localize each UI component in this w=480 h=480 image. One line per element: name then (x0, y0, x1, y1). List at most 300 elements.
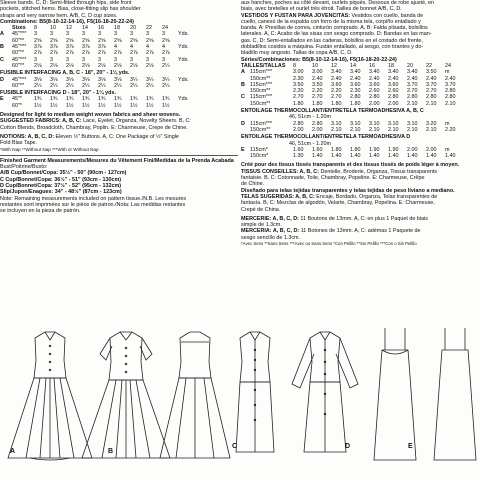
yardage-value: 3 (50, 56, 53, 63)
yardage-value: 2.20 (331, 88, 342, 95)
yardage-value: 1¾ (82, 96, 90, 103)
yardage-value: 2.30 (350, 88, 361, 95)
entoilage-d: ENTOILAGE THERMOCOLLANT/ENTRETELA TERMOADHESIVA D (241, 134, 411, 141)
yardage-value: 3.40 (369, 69, 380, 76)
yardage-value: 4 (162, 44, 165, 51)
yardage-value: 2.40 (312, 75, 323, 82)
yardage-value: 3.60 (369, 81, 380, 88)
yardage-value: 2.20 (445, 126, 456, 133)
yardage-value: 1.40 (426, 153, 437, 160)
yardage-value: 3 (114, 31, 117, 38)
nap-note: *With Nap **Without Nap ***With or Without Nap (0, 146, 99, 152)
notions-text: Fold Bias Tape. (0, 140, 38, 147)
yardage-value: 3 (98, 31, 101, 38)
yardage-value: 2.10 (407, 100, 418, 107)
merceria-label: MERCERÍA: A, B, C, D: (241, 228, 300, 235)
view-code (0, 63, 12, 69)
yardage-value: 2¼ (162, 82, 170, 89)
yardage-value: 1.40 (331, 153, 342, 160)
yardage-value: 2.80 (369, 94, 380, 101)
finished-item: C Cup/Bonnet/Copa: 36½" - 51" (93cm - 130cm) (0, 176, 122, 183)
view-label-a: A (10, 448, 16, 455)
entoilage-d-size: 46, 51cm - 1.20m (289, 140, 331, 147)
yardage-value: 3 (50, 31, 53, 38)
fabric-width: 60"** (12, 62, 25, 69)
fabric-width: 60"** (12, 37, 25, 44)
yardage-value: 1.30 (293, 153, 304, 160)
view-e-back-drawing (434, 328, 476, 460)
vestidos-text: Vestidos con cuello, banda de (351, 12, 424, 19)
view-b-dress-drawing (82, 332, 170, 458)
yardage-value: 3.40 (331, 69, 342, 76)
yardage-table-d (0, 77, 238, 90)
view-code: E (0, 96, 4, 103)
fabric-width: 150cm** (250, 75, 271, 82)
yardage-value: 2¼ (66, 82, 74, 89)
yardage-value: 3.50 (426, 69, 437, 76)
yardage-value: 3¼ (130, 76, 138, 83)
yardage-value: 2¼ (34, 82, 42, 89)
size: 10 (50, 25, 56, 32)
yardage-value: 2.30 (293, 75, 304, 82)
yardage-value: 2.10 (369, 126, 380, 133)
yardage-value: 2.80 (312, 120, 323, 127)
yardage-value: 2.40 (331, 75, 342, 82)
mercerie-label: MERCERIE: A, B, C, D: (241, 215, 299, 222)
yardage-value: 1.60 (293, 146, 304, 153)
yardage-value: 2.40 (350, 75, 361, 82)
size: 10 (312, 62, 318, 69)
view-code (241, 153, 250, 159)
yardage-value: 3.10 (331, 120, 342, 127)
notions-label: NOTIONS: A, B, C, D: (0, 133, 55, 140)
size: 22 (146, 25, 152, 32)
yardage-value: 1½ (114, 102, 122, 109)
yardage-value: 3 (130, 56, 133, 63)
size: 22 (426, 62, 432, 69)
measurement-note: se incluyen en la pieza de patrón. (0, 208, 81, 215)
yardage-value: 1.80 (350, 100, 361, 107)
unit (178, 63, 192, 69)
yardage-value: 1¾ (34, 96, 42, 103)
yardage-value: 2.80 (445, 88, 456, 95)
yardage-value: 1¾ (50, 96, 58, 103)
yardage-value: 1½ (34, 102, 42, 109)
finished-measurements-title: Finished Garment Measurements/Mesures du Vêtement Fini/Medidas de la Prenda Acabada (0, 157, 234, 164)
yardage-value: 3.70 (407, 81, 418, 88)
entoilage-abc-size: 46, 51cm - 1.20m (289, 114, 331, 121)
tissus-text: fantaisie. B, C: Cotonnade, Toile, Chambray, Popeline. E: Charmeuse, Crêpe (241, 175, 425, 182)
designed-for: Designed for light to medium weight woven fabrics and sheer wovens. (0, 112, 181, 119)
yardage-value: 3⅛ (98, 76, 106, 83)
yardage-value: 3.70 (426, 81, 437, 88)
yardage-value: 3.40 (350, 69, 361, 76)
yardage-value: 2⅞ (50, 50, 58, 57)
yardage-value: 2⅛ (66, 62, 74, 69)
fabric-width: 45"*** (12, 76, 27, 83)
view-code (0, 103, 12, 109)
view-code: D (241, 120, 245, 127)
yardage-value: 3.60 (331, 81, 342, 88)
yardage-value: 2.00 (426, 146, 437, 153)
yardage-value: 2.10 (331, 126, 342, 133)
yardage-value: 3.00 (312, 69, 323, 76)
yardage-value: 3 (66, 56, 69, 63)
yardage-value: 2.00 (312, 126, 323, 133)
finished-item: A/B Cup/Bonnet/Copa: 35½" - 50" (90cm - 127cm) (0, 170, 127, 177)
intro-line: pockets, stitched hems. Bias, close-fitting slip has shoulder (0, 6, 141, 13)
view-code: E (241, 146, 245, 153)
intro-line: Sleeve bands. C, D: Semi-fitted through hips, side front (0, 0, 132, 6)
yardage-value: 3.10 (388, 120, 399, 127)
yardage-value: 2¼ (98, 82, 106, 89)
size: 20 (407, 62, 413, 69)
yardage-value: 2⅝ (82, 37, 90, 44)
yardage-value: 2⅞ (66, 50, 74, 57)
merceria-text: 11 Botones de 13mm. A, C: adémas 1 Paquete de (300, 228, 421, 235)
yardage-value: 1½ (146, 102, 154, 109)
yardage-value: 3 (146, 31, 149, 38)
yardage-value: 1¾ (146, 96, 154, 103)
yardage-value: 3.70 (445, 81, 456, 88)
yardage-value: 1.40 (445, 153, 456, 160)
yardage-value: 2.40 (445, 75, 456, 82)
vestidos-title: VESTIDOS Y FUSTÁN PARA JOVENCITAS: (241, 12, 351, 19)
yardage-value: 1½ (130, 102, 138, 109)
english-column (0, 0, 238, 215)
view-e-slip-drawing (374, 328, 416, 460)
fusible-interfacing-d: FUSIBLE INTERFACING D - 18", 20" - 1¼ yds. (0, 90, 116, 97)
tissus-label: TISSUS CONSEILLÉS: A, B, C: (241, 168, 319, 175)
finished-item: D Cup/Bonnet/Copa: 37½" - 52" (95cm - 132cm) (0, 183, 122, 190)
size: 18 (114, 25, 120, 32)
yardage-value: 2⅛ (130, 62, 138, 69)
vestidos-text: gas. C, D: Semi-entallados en las caderas, bolsillos en el costado del frente, (241, 37, 423, 44)
yardage-value: 2.00 (388, 100, 399, 107)
view-code (0, 83, 12, 89)
fabric-width: 115cm*** (250, 69, 273, 76)
yardage-value: 1.90 (369, 146, 380, 153)
yardage-value: 3⅛ (114, 76, 122, 83)
yardage-value: 1½ (82, 102, 90, 109)
fabric-width: 150cm** (250, 88, 271, 95)
yardage-value: 2.40 (369, 75, 380, 82)
yardage-value: m (445, 120, 450, 127)
yardage-value: 2.70 (331, 94, 342, 101)
yardage-value: 1.90 (388, 146, 399, 153)
vestidos-text: bladillo muy angosto. Tallas de copa A/B, C, D. (241, 50, 353, 57)
yardage-value: 2.80 (293, 120, 304, 127)
yardage-value: 3.60 (350, 81, 361, 88)
yardage-value: 1¾ (130, 96, 138, 103)
yardage-value: 2.00 (293, 126, 304, 133)
tailles-label: TAILLES/TALLAS (241, 62, 286, 69)
yardage-value: 3.10 (369, 120, 380, 127)
yardage-value: 3.10 (350, 120, 361, 127)
telas-text: Crepé de China. (241, 206, 281, 213)
yardage-value: 2¼ (162, 62, 170, 69)
yardage-value: 2.70 (426, 88, 437, 95)
yardage-value: 3.40 (407, 69, 418, 76)
yardage-value: 2⅞ (82, 50, 90, 57)
metric-table-e (241, 147, 480, 160)
unit: Yds. (178, 44, 189, 51)
finished-item: Bust/Poitrine/Busto: (0, 164, 48, 171)
size: 24 (445, 62, 451, 69)
garment-views-illustration (0, 320, 480, 480)
mercerie-text: 11 Boutons de 13mm. A, C: en plus 1 Paquet de biais (300, 215, 428, 222)
view-code (241, 127, 250, 133)
view-code: B (241, 81, 245, 88)
yardage-value: 2⅝ (130, 37, 138, 44)
yardage-value: 1.80 (350, 146, 361, 153)
yardage-value: 3 (82, 31, 85, 38)
fabric-width: 115cm*** (250, 81, 273, 88)
view-label-b: B (108, 448, 114, 455)
intro-line: biais, avec bretelles et ourlet très étroit. Tailles de bonnet A/B, C, D. (241, 6, 402, 13)
intro-line: straps and very narrow hem. A/B, C, D cup sizes. (0, 12, 118, 19)
yardage-value: 2⅝ (114, 37, 122, 44)
yardage-value: 2.20 (293, 88, 304, 95)
view-code: A (241, 69, 245, 76)
vestidos-text: cuello, canesú de la espalda con forro de la misma tela, corpiño entallado y (241, 18, 421, 25)
yardage-value: 2⅝ (98, 37, 106, 44)
nap-note: *Avec Sens **Sans Sens ***Avec ou Sans Sens *Con Pelillo **Sin Pelillo ***Con o Sin Pelillo (241, 240, 417, 246)
yardage-value: 2.80 (445, 94, 456, 101)
yardage-value: 2.10 (445, 100, 456, 107)
yardage-value: 2¼ (114, 82, 122, 89)
fabric-width: 45"*** (12, 56, 27, 63)
yardage-value: 1½ (50, 102, 58, 109)
yardage-value: 3 (114, 56, 117, 63)
yardage-value: 2.10 (426, 100, 437, 107)
yardage-value: 2⅛ (146, 62, 154, 69)
view-b-back-drawing (160, 332, 230, 458)
disenado-para: Diseñado para telas tejidas transparentes y telas tejidas de peso liviano a mediano. (241, 187, 455, 194)
yardage-value: 2.10 (350, 126, 361, 133)
combinations-header: Combinations: B5(8-10-12-14-16), F5(16-18-20-22-24) (0, 18, 134, 25)
yardage-value: 3.50 (293, 81, 304, 88)
view-code: C (241, 94, 245, 101)
view-code: C (0, 56, 4, 63)
fabric-width: 45"*** (12, 44, 27, 51)
yardage-value: 2.20 (312, 88, 323, 95)
yardage-value: 2⅝ (146, 37, 154, 44)
fabric-width: 150cm* (250, 153, 269, 160)
yardage-value: 2⅞ (34, 50, 42, 57)
yardage-value: 2⅞ (98, 50, 106, 57)
yardage-value: 2¼ (82, 82, 90, 89)
yardage-value: 3.50 (312, 81, 323, 88)
yardage-value: 2⅞ (114, 50, 122, 57)
size: 14 (82, 25, 88, 32)
yardage-value: 3 (34, 31, 37, 38)
yardage-value: 3 (98, 56, 101, 63)
yardage-table-abc (0, 31, 238, 69)
yardage-value: 1.80 (293, 100, 304, 107)
suggested-fabrics-text: Cotton Blends, Broadcloth, Chambray, Poplin. E: Charmeuse, Crepe de Chine. (0, 124, 188, 131)
view-label-e: E (408, 443, 413, 450)
yardage-value: 1½ (66, 102, 74, 109)
yardage-value: 4 (130, 44, 133, 51)
yardage-value: 3⅞ (98, 44, 106, 51)
yardage-value: 3 (146, 56, 149, 63)
yardage-value: 2¼ (130, 82, 138, 89)
yardage-value: 2.70 (293, 94, 304, 101)
yardage-value: 2⅛ (34, 62, 42, 69)
yardage-value: 2⅛ (82, 62, 90, 69)
yardage-value: 2.70 (312, 94, 323, 101)
yardage-value: 2.10 (407, 126, 418, 133)
series-header: Séries/Combinaciones: B5(8-10-12-14-16), F5(16-18-20-22-24) (241, 56, 397, 63)
vestidos-text: laterales. A, C: Acabo de las sisas con sesgo comprado. D: Bandas en las man- (241, 31, 432, 38)
size: 24 (162, 25, 168, 32)
unit: Yds. (178, 96, 189, 103)
yardage-value: 1.80 (331, 146, 342, 153)
telas-text: Encaje, Bordado, Organza, Telas transparentes de (316, 193, 438, 200)
yardage-value: 3.20 (426, 120, 437, 127)
size: 16 (369, 62, 375, 69)
view-d-dress-drawing (292, 332, 358, 452)
yardage-value: 3 (162, 31, 165, 38)
french-spanish-column (241, 0, 480, 247)
yardage-value: 2⅛ (114, 62, 122, 69)
yardage-row (0, 63, 238, 69)
yardage-value: 2.60 (388, 88, 399, 95)
yardage-row (241, 153, 480, 159)
yardage-value: 1.80 (312, 100, 323, 107)
view-code: B (0, 44, 4, 51)
yardage-value: 3 (34, 56, 37, 63)
size: 16 (98, 25, 104, 32)
yardage-value: 1¾ (98, 96, 106, 103)
yardage-row (241, 127, 480, 133)
notions-text: Eleven ½" Buttons. A, C: One Package of ½" Single (55, 133, 179, 140)
yardage-value: 3⅞ (66, 44, 74, 51)
yardage-value: 3.60 (388, 81, 399, 88)
fabric-width: 150cm** (250, 126, 271, 133)
yardage-value: 3 (130, 31, 133, 38)
yardage-value: 2.80 (426, 94, 437, 101)
yardage-value: 3⅛ (82, 76, 90, 83)
yardage-value: 1½ (162, 102, 170, 109)
fabric-width: 60"** (12, 50, 25, 57)
yardage-value: 2.60 (369, 88, 380, 95)
yardage-value: 2⅝ (66, 37, 74, 44)
yardage-value: 3⅞ (34, 44, 42, 51)
yardage-value: 2.00 (407, 146, 418, 153)
yardage-value: 3 (162, 56, 165, 63)
yardage-value: 2⅛ (50, 62, 58, 69)
yardage-value: m (445, 69, 450, 76)
yardage-value: 2⅞ (146, 50, 154, 57)
yardage-value: 2.70 (407, 88, 418, 95)
yardage-value: 2.80 (407, 94, 418, 101)
yardage-value: 3.00 (293, 69, 304, 76)
view-c-dress-drawing (236, 332, 274, 452)
size: 20 (130, 25, 136, 32)
measurement-note: restantes sont imprimées sur le pièce de patron./Nota: Las medidas restantes (0, 201, 186, 208)
size: 14 (350, 62, 356, 69)
entoilage-abc: ENTOILAGE THERMOCOLLANT/ENTRETELA TERMOADHESIVA A, B, C (241, 108, 424, 115)
view-code: D (0, 76, 4, 83)
yardage-value: 2⅝ (50, 37, 58, 44)
fabric-width: 60"* (12, 102, 23, 109)
yardage-value: 2.80 (350, 94, 361, 101)
vestidos-text: banda. A: Presillas de correa, cinturón comprado. A, B: Falda plisada, bolsillos (241, 25, 428, 32)
fabric-width: 45"*** (12, 31, 27, 38)
yardage-value: 1½ (98, 102, 106, 109)
view-label-c: C (232, 443, 238, 450)
metric-table-d (241, 121, 480, 134)
fabric-width: 45"* (12, 96, 23, 103)
yardage-value: 1¾ (66, 96, 74, 103)
yardage-value: 1.80 (331, 100, 342, 107)
view-label-d: D (345, 443, 351, 450)
measurement-note: Note: Remaining measurements included on pattern tissue./N.B. Les mesures (0, 195, 187, 202)
mercerie-text: simple de 1.3cm. (241, 222, 282, 229)
yardage-value: 3⅛ (66, 76, 74, 83)
yardage-value: 3.10 (407, 120, 418, 127)
unit: Yds. (178, 31, 189, 38)
cree-pour: Créé pour des tissus tissés transparents et des tissus tissés de poids léger à moyen. (241, 162, 460, 169)
yardage-value: 2.40 (426, 75, 437, 82)
fabric-width: 60"** (12, 82, 25, 89)
fusible-interfacing-abc: FUSIBLE INTERFACING A, B, C - 18", 20" - 1⅛ yds. (0, 70, 130, 77)
yardage-value: 1.40 (407, 153, 418, 160)
yardage-value: 4 (114, 44, 117, 51)
sizes-label: Sizes (12, 25, 26, 32)
tissus-text: de Chine. (241, 181, 265, 188)
yardage-value: 2.00 (369, 100, 380, 107)
yardage-row (0, 83, 238, 89)
yardage-value: 1.60 (312, 146, 323, 153)
intro-line: aux hanches, poches au côté devant, ourlets piqués. Dessous de robe ajusté, en (241, 0, 434, 6)
yardage-value: 1.40 (350, 153, 361, 160)
yardage-value: 2⅞ (130, 50, 138, 57)
view-code (241, 101, 250, 107)
size: 12 (66, 25, 72, 32)
yardage-value: 1¾ (114, 96, 122, 103)
fabric-width: 150cm** (250, 100, 271, 107)
yardage-value: 3.40 (388, 69, 399, 76)
yardage-value: m (445, 146, 450, 153)
yardage-value: 3⅞ (50, 44, 58, 51)
yardage-value: 2⅝ (162, 37, 170, 44)
yardage-value: 2⅝ (34, 37, 42, 44)
telas-text: fantasía. B, C: Mezclas de algodón, Velarte, Chambray, Popelina. E: Charmeuse, (241, 200, 435, 207)
yardage-value: 2⅞ (162, 50, 170, 57)
yardage-value: 1.40 (388, 153, 399, 160)
yardage-value: 3⅛ (50, 76, 58, 83)
size: 12 (331, 62, 337, 69)
suggested-fabrics-label: SUGGESTED FABRICS: A, B, C: (0, 118, 82, 125)
yardage-value: 4 (146, 44, 149, 51)
suggested-fabrics-text: Lace, Eyelet, Organza, Novelty Sheers. B, C: (83, 118, 191, 125)
size: 8 (34, 25, 37, 32)
yardage-value: 2.80 (388, 94, 399, 101)
yardage-value: 3⅞ (82, 44, 90, 51)
yardage-value: 1.40 (312, 153, 323, 160)
unit (178, 103, 192, 109)
yardage-value: 2⅛ (98, 62, 106, 69)
yardage-value: 1.40 (369, 153, 380, 160)
unit: Yds. (178, 76, 189, 83)
unit (178, 83, 192, 89)
vestidos-text: dobladillos cosidos a máquina. Fustán entallado, al sesgo, con tirantes y do- (241, 44, 424, 51)
yardage-value: 1¾ (162, 96, 170, 103)
view-code: A (0, 31, 4, 38)
